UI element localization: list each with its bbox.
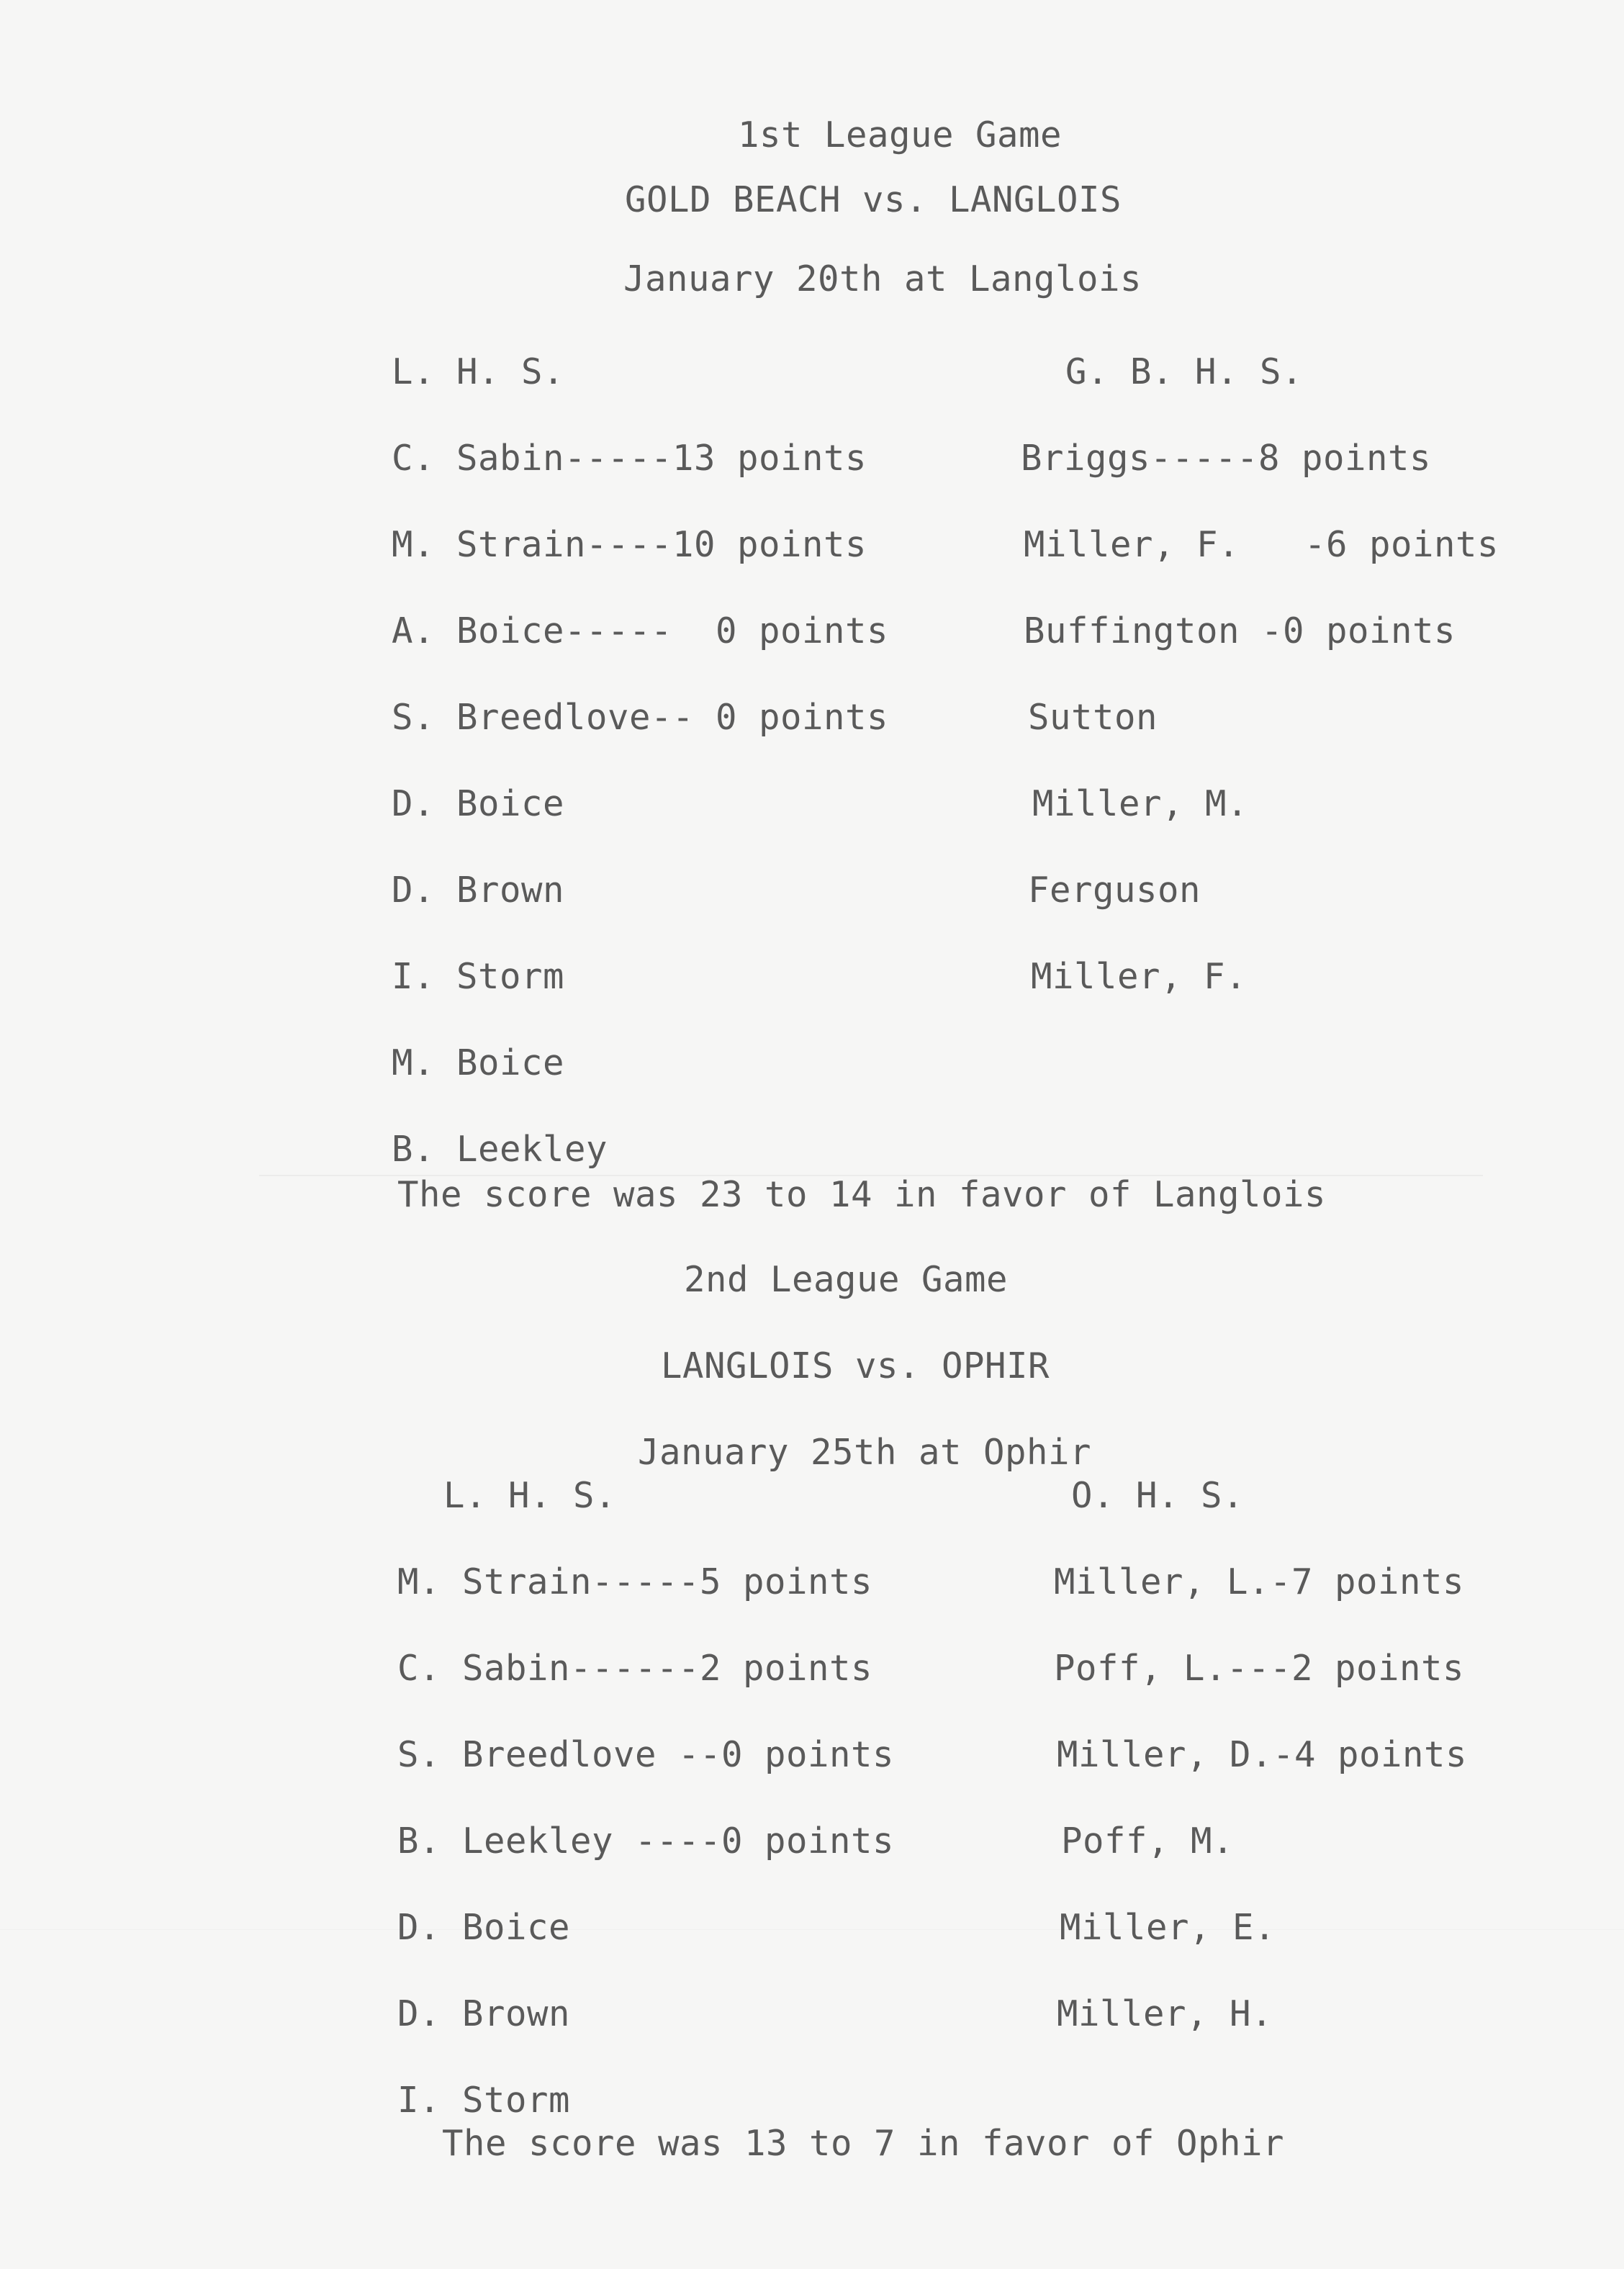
game2-right-player: Poff, L.---2 points [1054, 1648, 1465, 1689]
game1-right-player: Miller, F. [1031, 956, 1248, 997]
game2-heading: 2nd League Game [684, 1259, 1009, 1300]
game2-right-player: Miller, D.-4 points [1057, 1734, 1468, 1775]
game2-left-player: B. Leekley ----0 points [397, 1821, 895, 1862]
game1-left-team: L. H. S. [392, 351, 565, 392]
game2-date: January 25th at Ophir [638, 1432, 1092, 1473]
game1-right-player: Miller, F. -6 points [1024, 524, 1499, 565]
game1-right-team: G. B. H. S. [1065, 351, 1304, 392]
game2-left-player: S. Breedlove --0 points [397, 1734, 895, 1775]
game1-left-player: M. Strain----10 points [392, 524, 867, 565]
game1-right-player: Sutton [1028, 697, 1158, 738]
game1-right-player: Buffington -0 points [1024, 610, 1456, 651]
game1-left-player: M. Boice [392, 1042, 565, 1083]
game1-right-player: Ferguson [1028, 870, 1201, 911]
game1-matchup: GOLD BEACH vs. LANGLOIS [625, 179, 1122, 220]
game2-right-player: Miller, E. [1060, 1907, 1276, 1948]
game1-right-player: Briggs-----8 points [1021, 438, 1432, 479]
game1-date: January 20th at Langlois [623, 258, 1142, 299]
game2-score: The score was 13 to 7 in favor of Ophir [442, 2123, 1285, 2164]
game1-left-player: D. Brown [392, 870, 565, 911]
game1-left-player: C. Sabin-----13 points [392, 438, 867, 479]
game2-right-player: Poff, M. [1061, 1821, 1235, 1862]
game1-left-player: B. Leekley [392, 1129, 608, 1170]
game1-left-player: D. Boice [392, 783, 565, 824]
game2-matchup: LANGLOIS vs. OPHIR [661, 1345, 1050, 1386]
game2-left-player: I. Storm [397, 2080, 571, 2121]
game2-left-player: D. Boice [397, 1907, 571, 1948]
game2-right-player: Miller, L.-7 points [1054, 1561, 1465, 1602]
game1-left-player: I. Storm [392, 956, 565, 997]
game2-left-player: C. Sabin------2 points [397, 1648, 873, 1689]
paper-crease [0, 1929, 1624, 1930]
game2-left-player: D. Brown [397, 1993, 571, 2034]
game2-left-player: M. Strain-----5 points [397, 1561, 873, 1602]
game2-right-team: O. H. S. [1071, 1475, 1245, 1516]
game1-heading: 1st League Game [738, 114, 1063, 155]
game2-right-player: Miller, H. [1057, 1993, 1273, 2034]
game1-right-player: Miller, M. [1032, 783, 1249, 824]
game2-left-team: L. H. S. [443, 1475, 617, 1516]
game1-score: The score was 23 to 14 in favor of Langlois [397, 1174, 1327, 1215]
game1-left-player: S. Breedlove-- 0 points [392, 697, 889, 738]
game1-left-player: A. Boice----- 0 points [392, 610, 889, 651]
